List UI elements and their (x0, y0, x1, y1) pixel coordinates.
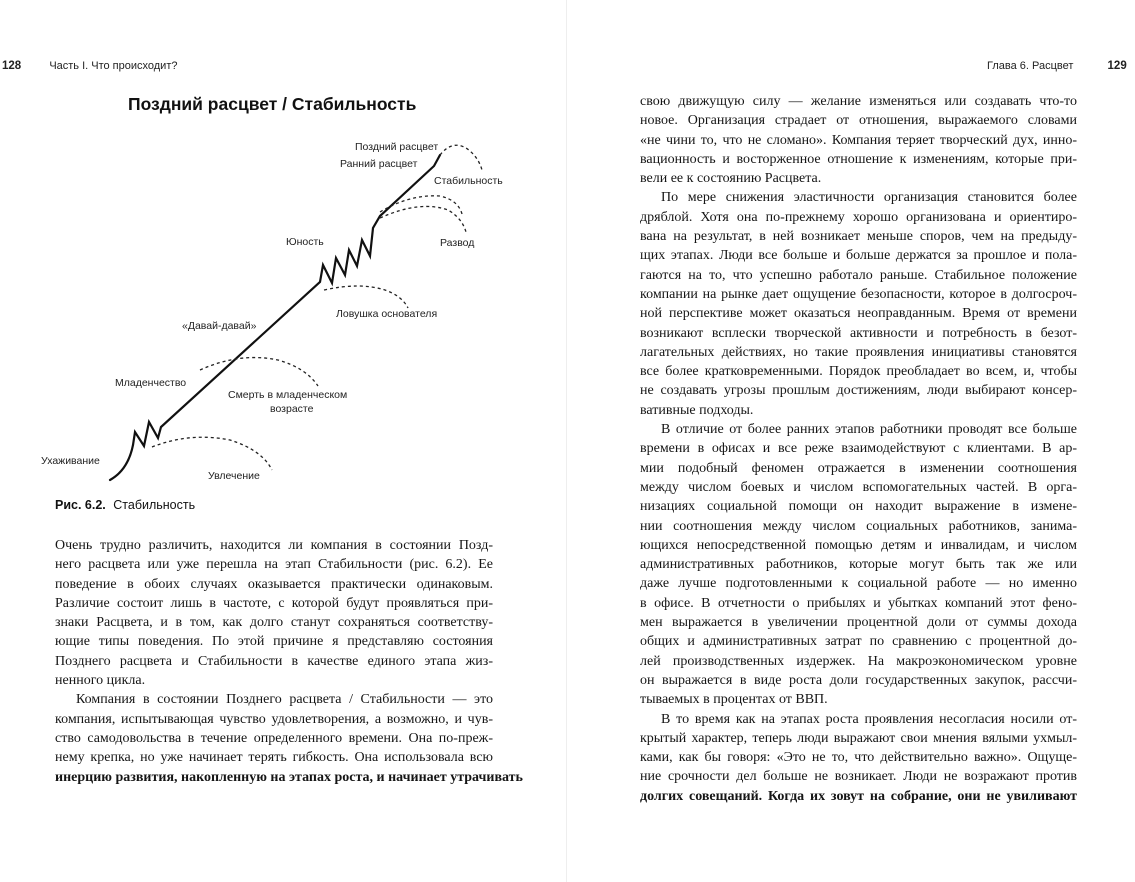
text-line: знаки Расцвета, и в том, как долго станут сохраняться соответству- (55, 615, 493, 631)
text-line: гаются на то, что успешно работало раньше. Стабильное положение (640, 267, 1077, 283)
label-go-go: «Давай-давай» (182, 320, 257, 332)
right-page-number: 129 (1107, 60, 1127, 72)
left-head-title: Часть I. Что происходит? (49, 60, 178, 72)
late-prime-dashed-peak (440, 145, 482, 170)
text-line: ной перспективе может оказаться неоправданным. Время от времени (640, 306, 1077, 322)
left-page (0, 0, 566, 882)
text-line: административных работников, которые могут быть так же или (640, 557, 1077, 573)
text-line: долгих совещаний. Когда их зовут на собрание, они не увиливают (640, 788, 1077, 804)
text-line: В то время как на этапах роста проявления несогласия носили от- (661, 711, 1077, 727)
text-line: новое. Организация страдает от отношения, выражаемого словами (640, 113, 1077, 129)
right-running-head (987, 60, 1127, 72)
text-line: ние срочности дел больше не возникает. Люди не возражают против (640, 769, 1077, 785)
left-page-number: 128 (2, 60, 22, 72)
text-line: По мере снижения эластичности организация становится более (661, 190, 1077, 206)
text-line: тываемых в процентах от ВВП. (640, 692, 828, 708)
text-line: поведение в обоих случаях оказывается практически одинаковым. (55, 576, 493, 592)
text-line: ненного цикла. (55, 673, 146, 689)
text-line: все более кратковременными. Порядок преобладает во всем, и, чтобы (640, 364, 1077, 380)
text-line: мен выражается в увеличении процентной доли от суммы дохода (640, 615, 1077, 631)
text-line: общих и административных затрат по сравнению с процентной до- (640, 634, 1077, 650)
text-line: свою движущую силу — желание изменяться или создавать что-то (640, 94, 1077, 109)
label-infant-mortality-2: возрасте (270, 403, 314, 415)
founder-trap-dashed-branch (324, 286, 408, 308)
text-line: времени в офисах и все реже взаимодействуют с клиентами. В ар- (640, 441, 1077, 457)
text-line: Различие состоит лишь в частоте, с которой будут проявляться при- (55, 595, 493, 611)
text-line: него расцвета или уже перешла на этап Стабильности (рис. 6.2). Ее (55, 557, 493, 573)
right-head-title: Глава 6. Расцвет (987, 60, 1074, 72)
text-line: между числом боевых и числом вспомогательных частей. В орга- (640, 479, 1077, 495)
text-line: нему крепка, но уже начинает терять гибкость. Она использовала всю (55, 750, 493, 766)
text-line: Компания в состоянии Позднего расцвета / Стабильности — это (76, 692, 493, 708)
text-line: не создавать угрозы прошлым достижениям, люди выбирают консер- (640, 383, 1077, 399)
infant-mortality-dashed-branch (200, 358, 318, 386)
label-early-prime: Ранний расцвет (340, 158, 418, 170)
label-courtship: Ухаживание (41, 455, 100, 467)
text-line: лагательных действиях, но такие проявления инициативы становятся (640, 344, 1077, 360)
label-affair: Увлечение (208, 470, 260, 482)
text-line: дряблой. Хотя она по-прежнему хорошо организована и ориентиро- (640, 209, 1077, 225)
text-line: инерцию развития, накопленную на этапах роста, и начинает утрачивать (55, 769, 523, 785)
text-line: возникают всплески творческой активности и потребность в безот- (640, 325, 1077, 341)
label-late-prime: Поздний расцвет (355, 141, 439, 153)
label-infancy: Младенчество (115, 377, 187, 389)
right-body-text (640, 92, 1077, 806)
label-divorce: Развод (440, 237, 475, 249)
text-line: в офисе. В отчетности о прибылях и убытках компаний этот фено- (640, 595, 1077, 611)
right-page (567, 0, 1135, 882)
text-line: Очень трудно различить, находится ли компания в состоянии Позд- (55, 538, 493, 553)
figure-caption (55, 498, 195, 512)
left-body-text (55, 536, 523, 787)
text-line: крытый характер, теперь люди выражают свои мнения вялыми ухмыл- (640, 730, 1077, 746)
lifecycle-diagram (0, 0, 566, 500)
text-line: ками, как бы говоря: «Это не то, что действительно важно». Ощуще- (640, 750, 1077, 766)
text-line: он выражается в виде роста доли государственных закупок, рассчи- (640, 672, 1077, 688)
caption-label: Рис. 6.2. (55, 498, 106, 512)
caption-text: Стабильность (113, 498, 196, 512)
affair-dashed-branch (152, 437, 272, 470)
label-founder-trap: Ловушка основателя (336, 308, 438, 320)
label-adolescence: Юность (286, 236, 324, 248)
text-line: Позднего расцвета и Стабильности в качестве единого этапа жиз- (55, 653, 493, 669)
label-infant-mortality-1: Смерть в младенческом (228, 389, 348, 401)
text-line: ющихся непосредственной помощью детям и инвалидам, и числом (640, 537, 1077, 553)
text-line: «не чини то, что не сломано». Компания теряет творческий дух, инно- (640, 132, 1077, 148)
text-line: вели ее к состоянию Расцвета. (640, 171, 822, 187)
text-line: нии соотношения между числом социальных работников, занима- (640, 518, 1077, 534)
text-line: лей производственных издержек. На макроэкономическом уровне (640, 653, 1077, 669)
figure-title: Поздний расцвет / Стабильность (128, 94, 417, 114)
text-line: ющие типы поведения. По этой причине я представляю состояния (55, 634, 493, 650)
divorce-dashed-branch (380, 206, 466, 232)
text-line: низациях социальной помощи он находит выражение в измене- (640, 499, 1077, 515)
text-line: компания, испытывающая чувство удовлетворения, а возможно, и чув- (55, 711, 493, 727)
text-line: вационность и восторженное отношение к изменениям, которые при- (640, 151, 1077, 167)
text-line: компании на рынке дает ощущение безопасности, которое в долгосроч- (640, 286, 1077, 302)
text-line: В отличие от более ранних этапов работники проводят все больше (661, 422, 1077, 438)
text-line: вативные подходы. (640, 402, 754, 418)
text-line: ство самодовольства в течение определенного времени. Она по-преж- (55, 730, 493, 746)
text-line: мии подобный феномен отражается в изменении соотношения (640, 460, 1077, 476)
text-line: даже лучше подготовленными к социальной работе — но именно (640, 576, 1077, 592)
text-line: вана на результат, в ней возникает меньше споров, чем на предыду- (640, 229, 1077, 245)
text-line: щих этапах. Люди все больше и больше держатся за прошлое и пола- (640, 248, 1077, 264)
label-stability: Стабильность (434, 175, 503, 187)
